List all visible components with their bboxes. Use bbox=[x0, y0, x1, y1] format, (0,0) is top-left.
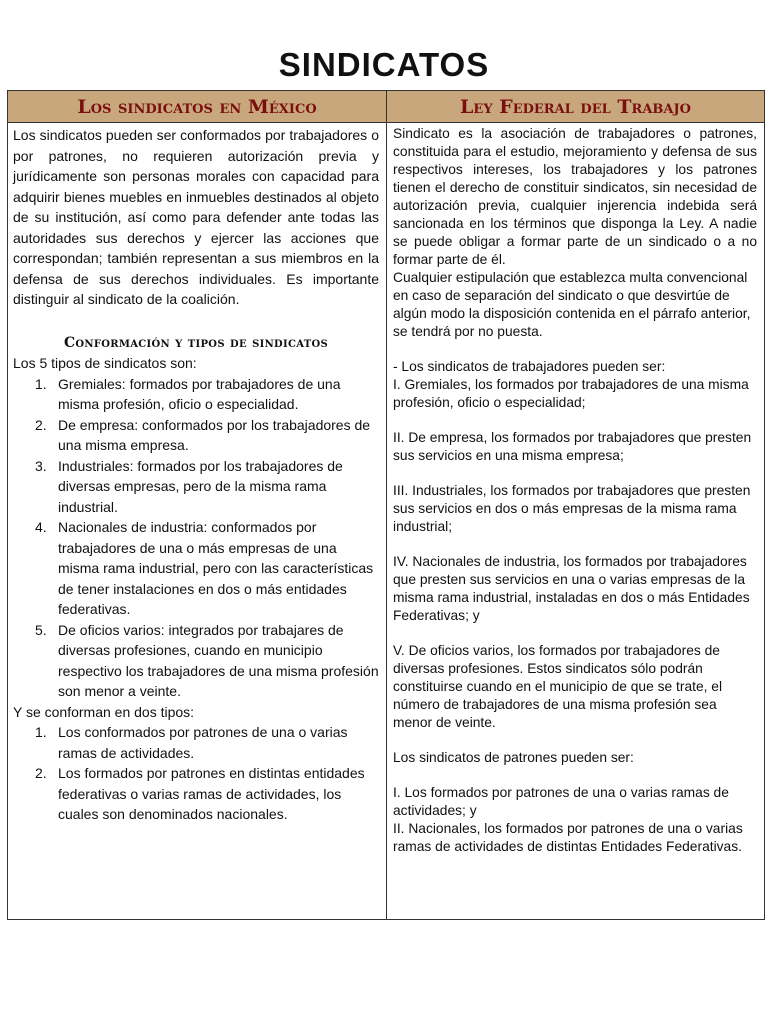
list-number: 1. bbox=[35, 724, 47, 740]
list-text: De oficios varios: integrados por trabajares de diversas profesiones, cuando en municipio respectivo los trabajadores de una misma profesión son menor a veinte. bbox=[58, 621, 379, 699]
column-header-ley-federal: Ley Federal del Trabajo bbox=[387, 91, 764, 123]
section-subheading: Conformación y tipos de sindicatos bbox=[63, 334, 329, 351]
list-item bbox=[13, 517, 379, 620]
worker-union-type: V. De oficios varios, los formados por trabajadores de diversas profesiones. Estos sindicatos sólo podrán constituirse cuando en el municipio de que se trate, el número de trabajadores de una misma profesión sea menor de veinte. bbox=[393, 643, 723, 730]
worker-union-type: II. De empresa, los formados por trabajadores que presten sus servicios en una misma empresa; bbox=[393, 430, 752, 463]
column-header-mexico: Los sindicatos en México bbox=[8, 91, 387, 123]
intro-paragraph: Los sindicatos pueden ser conformados por trabajadores o por patrones, no requieren autorización previa y jurídicamente son personas morales con capacidad para adquirir bienes muebles en inmuebles destinados al objeto de su institución, así como para defender ante todas las autoridades sus derechos y ejercer las acciones que correspondan; también representan a sus miembros en la defensa de sus derechos individuales. Es importante distinguir al sindicato de la coalición. bbox=[13, 127, 379, 307]
list-number: 5. bbox=[35, 621, 47, 638]
worker-union-type: IV. Nacionales de industria, los formados por trabajadores que presten sus servicios en una o varias empresas de la misma rama industrial, instaladas en dos o más Entidades Federativas; y bbox=[393, 554, 750, 623]
list-item bbox=[13, 456, 379, 518]
list-number: 2. bbox=[35, 416, 47, 433]
workers-intro: - Los sindicatos de trabajadores pueden ser: bbox=[393, 359, 666, 374]
list-item bbox=[13, 415, 379, 456]
list-number: 3. bbox=[35, 457, 47, 474]
comparison-table bbox=[7, 90, 765, 920]
clause-paragraph: Cualquier estipulación que establezca multa convencional en caso de separación del sindicato o que desvirtúe de algún modo la disposición contenida en el párrafo anterior, se tendrá por no puesta. bbox=[393, 270, 751, 339]
page-title: SINDICATOS bbox=[278, 46, 490, 83]
list-text: Gremiales: formados por trabajadores de una misma profesión, oficio o especialidad. bbox=[58, 375, 341, 412]
list-text: Industriales: formados por los trabajadores de diversas empresas, pero de la misma rama industrial. bbox=[58, 457, 343, 515]
list-item bbox=[13, 620, 379, 702]
list-number: 2. bbox=[35, 765, 47, 781]
employers-intro: Los sindicatos de patrones pueden ser: bbox=[393, 750, 634, 765]
left-column-content bbox=[13, 125, 379, 825]
forms-list bbox=[13, 722, 379, 825]
list-text: Nacionales de industria: conformados por trabajadores de una o más empresas de una misma rama industrial, pero con las características de tener instalaciones en dos o más entidades federativas. bbox=[58, 519, 374, 617]
types-intro: Los 5 tipos de sindicatos son: bbox=[13, 355, 197, 371]
list-number: 1. bbox=[35, 375, 47, 392]
list-text: De empresa: conformados por los trabajadores de una misma empresa. bbox=[58, 416, 371, 453]
employer-union-type: II. Nacionales, los formados por patrones de una o varias ramas de actividades de distintas Entidades Federativas. bbox=[393, 821, 743, 854]
list-text: Los formados por patrones en distintas entidades federativas o varias ramas de actividades, los cuales son denominados nacionales. bbox=[58, 765, 365, 822]
types-list bbox=[13, 374, 379, 702]
worker-union-type: III. Industriales, los formados por trabajadores que presten sus servicios en dos o más empresas de la misma rama industrial; bbox=[393, 483, 751, 534]
list-item bbox=[13, 374, 379, 415]
list-item bbox=[13, 763, 379, 825]
worker-union-type: I. Gremiales, los formados por trabajadores de una misma profesión, oficio o especialidad; bbox=[393, 377, 749, 410]
employer-union-type: I. Los formados por patrones de una o varias ramas de actividades; y bbox=[393, 785, 729, 818]
forms-intro: Y se conforman en dos tipos: bbox=[13, 703, 195, 720]
list-number: 4. bbox=[35, 519, 47, 535]
list-text: Los conformados por patrones de una o varias ramas de actividades. bbox=[58, 724, 348, 761]
list-item bbox=[13, 722, 379, 763]
definition-paragraph: Sindicato es la asociación de trabajadores o patrones, constituida para el estudio, mejoramiento y defensa de sus respectivos intereses, los trabajadores y los patrones tienen el derecho de constituir sindicatos, sin necesidad de autorización previa, cualquier injerencia indebida será sancionada en los términos que disponga la Ley. A nadie se puede obligar a formar parte de un sindicado o a no formar parte de él. bbox=[393, 126, 757, 267]
column-divider bbox=[386, 123, 387, 919]
right-column-content bbox=[393, 125, 757, 856]
